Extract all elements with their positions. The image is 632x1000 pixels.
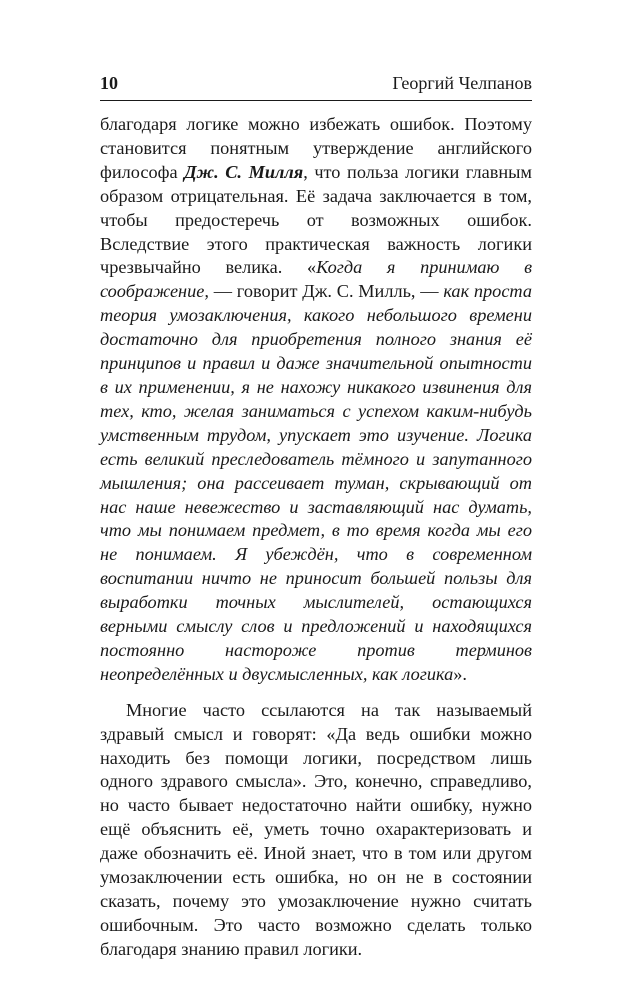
body-text [100,113,532,962]
quote-part-2: как проста теория умозаключения, какого небольшого времени достаточно для приобретения полного знания её принципов и правил и даже значительной опытности в их применении, я не нахожу никакого извинения для тех, кто, желая заниматься с успехом каким-нибудь умственным трудом, упускает это изучение. Логика есть великий преследователь тёмного и запутанного мышления; она рассеивает туман, скрывающий от нас наше невежество и заставляющий нас думать, что мы понимаем предмет, в то время когда мы его не понимаем. Я убеждён, что в современном воспитании ничто не приносит большей пользы для выработки точных мыслителей, остающихся верными смыслу слов и предложений и находящихся постоянно настороже против терминов неопределённых и двусмысленных, как логика [100,281,532,684]
running-head [100,73,532,97]
paragraph-1-text-c: — говорит Дж. С. Милль, — [208,281,444,302]
philosopher-name: Дж. С. Милля [184,161,304,182]
paragraph-1-text-b: , что польза логики главным образом отрицательная. Её задача заключается в том, чтобы предостеречь от возможных ошибок. Вследствие этого практическая важность логики чрезвычайно велика. « [100,161,532,278]
page-number: 10 [100,73,118,93]
header-rule [100,100,532,101]
running-head-author: Георгий Челпанов [392,73,532,93]
paragraph-1-text-d: ». [453,663,467,684]
paragraph-2: Многие часто ссылаются на так называемый здравый смысл и говорят: «Да ведь ошибки можно находить без помощи логики, посредством лишь одного здравого смысла». Это, конечно, справедливо, но часто бывает недостаточно найти ошибку, нужно ещё объяснить её, уметь точно охарактеризовать и даже обозначить её. Иной знает, что в том или другом умозаключении есть ошибка, но он не в состоянии сказать, почему это умозаключение нужно считать ошибочным. Это часто возможно сделать только благодаря знанию правил логики. [100,699,532,959]
paragraph-1-text-a: благодаря логике можно избежать ошибок. Поэтому становится понятным утверждение английского философа [100,114,532,182]
quote-part-1: Когда я принимаю в соображение, [100,257,532,302]
paragraph-1 [100,113,532,687]
